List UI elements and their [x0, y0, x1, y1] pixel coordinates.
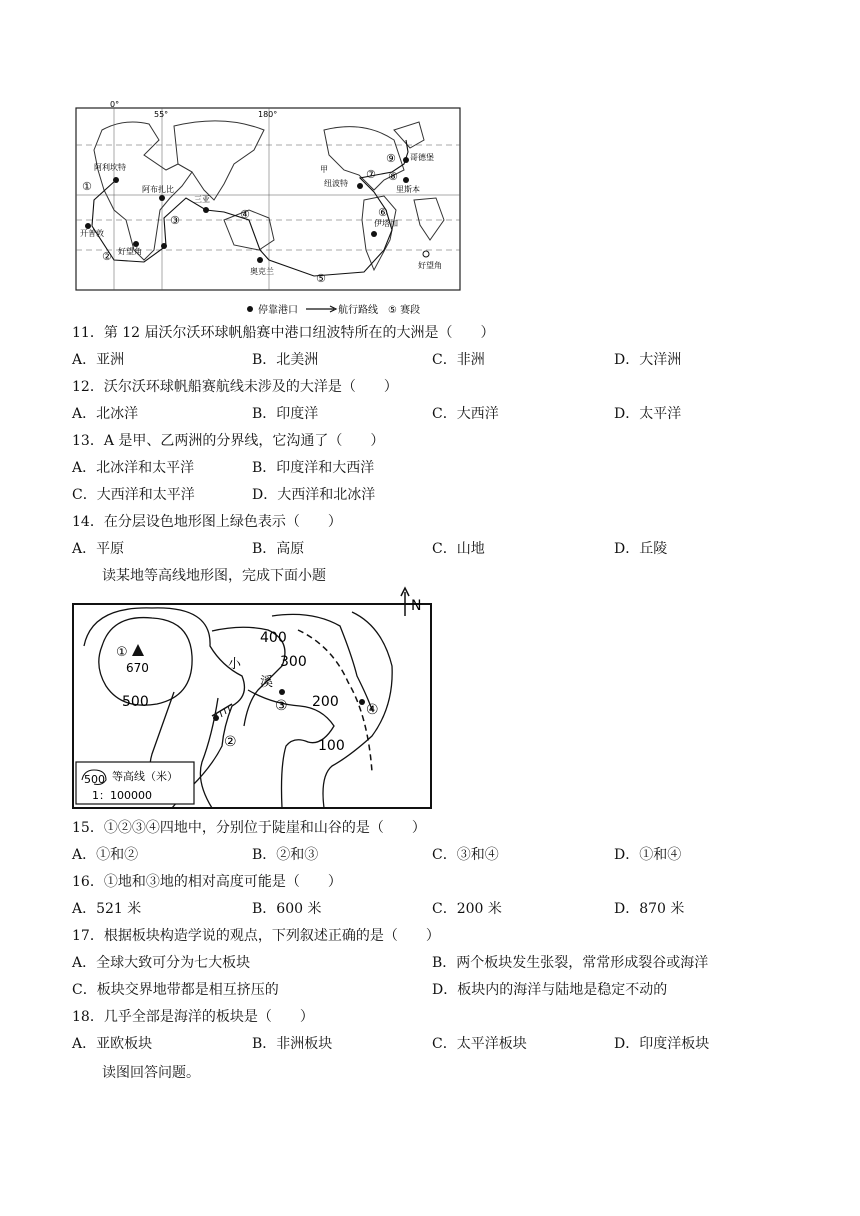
point-label: ④: [366, 702, 379, 718]
q15-option-d[interactable]: D．①和④: [614, 847, 682, 863]
q17-option-c[interactable]: C．板块交界地带都是相互挤压的: [72, 982, 279, 998]
q11-option-a[interactable]: A．亚洲: [72, 352, 125, 368]
q15-option-a[interactable]: A．①和②: [72, 847, 139, 863]
q17-option-b[interactable]: B．两个板块发生张裂，常常形成裂谷或海洋: [432, 955, 709, 971]
question-15-stem: 15．①②③④四地中，分别位于陡崖和山谷的是（ ）: [72, 820, 426, 836]
question-14-stem: 14．在分层设色地形图上绿色表示（ ）: [72, 514, 342, 530]
stream-label: 小: [228, 657, 242, 672]
port-label: 甲: [320, 165, 328, 174]
port-label: 三亚: [194, 195, 210, 204]
port-label: 阿利坎特: [94, 163, 126, 172]
port-label: 哥德堡: [410, 153, 434, 162]
leg-number: ⑤: [316, 272, 326, 285]
q17-option-d[interactable]: D．板块内的海洋与陆地是稳定不动的: [432, 982, 668, 998]
contour-label: 300: [280, 654, 307, 670]
peak-value: 670: [126, 661, 149, 675]
question-13-stem: 13．A 是甲、乙两洲的分界线，它沟通了（ ）: [72, 433, 385, 449]
q18-option-b[interactable]: B．非洲板块: [252, 1036, 333, 1052]
port-label: 纽波特: [324, 179, 348, 188]
point-label: ①: [116, 645, 128, 660]
q13-option-d[interactable]: D．大西洋和北冰洋: [252, 487, 376, 503]
lon-label: 55°: [154, 110, 169, 119]
contour-map: [72, 586, 434, 812]
q18-option-a[interactable]: A．亚欧板块: [72, 1036, 153, 1052]
port-label: 奥克兰: [250, 267, 274, 276]
port-label: 阿布扎比: [142, 185, 174, 194]
q14-option-c[interactable]: C．山地: [432, 541, 485, 557]
q14-option-a[interactable]: A．平原: [72, 541, 125, 557]
leg-number: ①: [82, 180, 92, 193]
q16-option-d[interactable]: D．870 米: [614, 901, 685, 917]
port-label: 好望角: [418, 261, 442, 270]
legend-leg: ⑤ 赛段: [388, 305, 421, 316]
leg-number: ②: [102, 250, 112, 263]
point-label: ③: [275, 698, 288, 714]
legend-contour-value: 500: [84, 773, 105, 786]
leg-number: ④: [240, 208, 250, 221]
leg-number: ⑨: [386, 152, 396, 165]
port-label: 开普敦: [80, 229, 104, 238]
q15-option-c[interactable]: C．③和④: [432, 847, 499, 863]
contour-label: 100: [318, 738, 345, 754]
question-12-stem: 12．沃尔沃环球帆船赛航线未涉及的大洋是（ ）: [72, 379, 398, 395]
q14-option-d[interactable]: D．丘陵: [614, 541, 668, 557]
q17-option-a[interactable]: A．全球大致可分为七大板块: [72, 955, 251, 971]
q13-option-c[interactable]: C．大西洋和太平洋: [72, 487, 195, 503]
q13-option-a[interactable]: A．北冰洋和太平洋: [72, 460, 195, 476]
q12-option-c[interactable]: C．大西洋: [432, 406, 499, 422]
contour-label: 200: [312, 694, 339, 710]
north-label: N: [411, 598, 422, 614]
q16-option-a[interactable]: A．521 米: [72, 901, 142, 917]
question-11-stem: 11．第 12 届沃尔沃环球帆船赛中港口纽波特所在的大洲是（ ）: [72, 325, 495, 341]
question-16-stem: 16．①地和③地的相对高度可能是（ ）: [72, 874, 342, 890]
scale-label: 1：100000: [92, 789, 152, 802]
q11-option-b[interactable]: B．北美洲: [252, 352, 319, 368]
leg-number: ⑥: [378, 206, 388, 219]
q18-option-c[interactable]: C．太平洋板块: [432, 1036, 527, 1052]
stream-label: 溪: [260, 675, 274, 690]
legend-contour-label: 等高线（米）: [112, 770, 178, 783]
point-label: ②: [224, 734, 237, 750]
legend-port: 停靠港口: [258, 305, 298, 316]
port-label: 好望角: [118, 247, 142, 256]
legend-route: 航行路线: [338, 305, 378, 316]
q15-option-b[interactable]: B．②和③: [252, 847, 319, 863]
q16-option-b[interactable]: B．600 米: [252, 901, 322, 917]
q11-option-c[interactable]: C．非洲: [432, 352, 485, 368]
lon-label: 0°: [110, 100, 120, 109]
q12-option-d[interactable]: D．太平洋: [614, 406, 682, 422]
q11-option-d[interactable]: D．大洋洲: [614, 352, 682, 368]
q18-option-d[interactable]: D．印度洋板块: [614, 1036, 710, 1052]
port-label: 伊塔加: [374, 219, 398, 228]
port-label: 里斯本: [396, 185, 420, 194]
contour-label: 500: [122, 694, 149, 710]
leg-number: ⑦: [366, 168, 376, 181]
q16-option-c[interactable]: C．200 米: [432, 901, 502, 917]
q13-option-b[interactable]: B．印度洋和大西洋: [252, 460, 375, 476]
q12-option-b[interactable]: B．印度洋: [252, 406, 319, 422]
lon-label: 180°: [258, 110, 278, 119]
contour-label: 400: [260, 630, 287, 646]
leg-number: ③: [170, 214, 180, 227]
question-18-stem: 18．几乎全部是海洋的板块是（ ）: [72, 1009, 314, 1025]
leg-number: ⑧: [388, 170, 398, 183]
q12-option-a[interactable]: A．北冰洋: [72, 406, 139, 422]
world-sailing-map: [74, 100, 464, 318]
question-17-stem: 17．根据板块构造学说的观点，下列叙述正确的是（ ）: [72, 928, 440, 944]
reading-prompt-final: 读图回答问题。: [102, 1065, 200, 1081]
q14-option-b[interactable]: B．高原: [252, 541, 305, 557]
reading-prompt-contour: 读某地等高线地形图，完成下面小题: [102, 568, 326, 584]
